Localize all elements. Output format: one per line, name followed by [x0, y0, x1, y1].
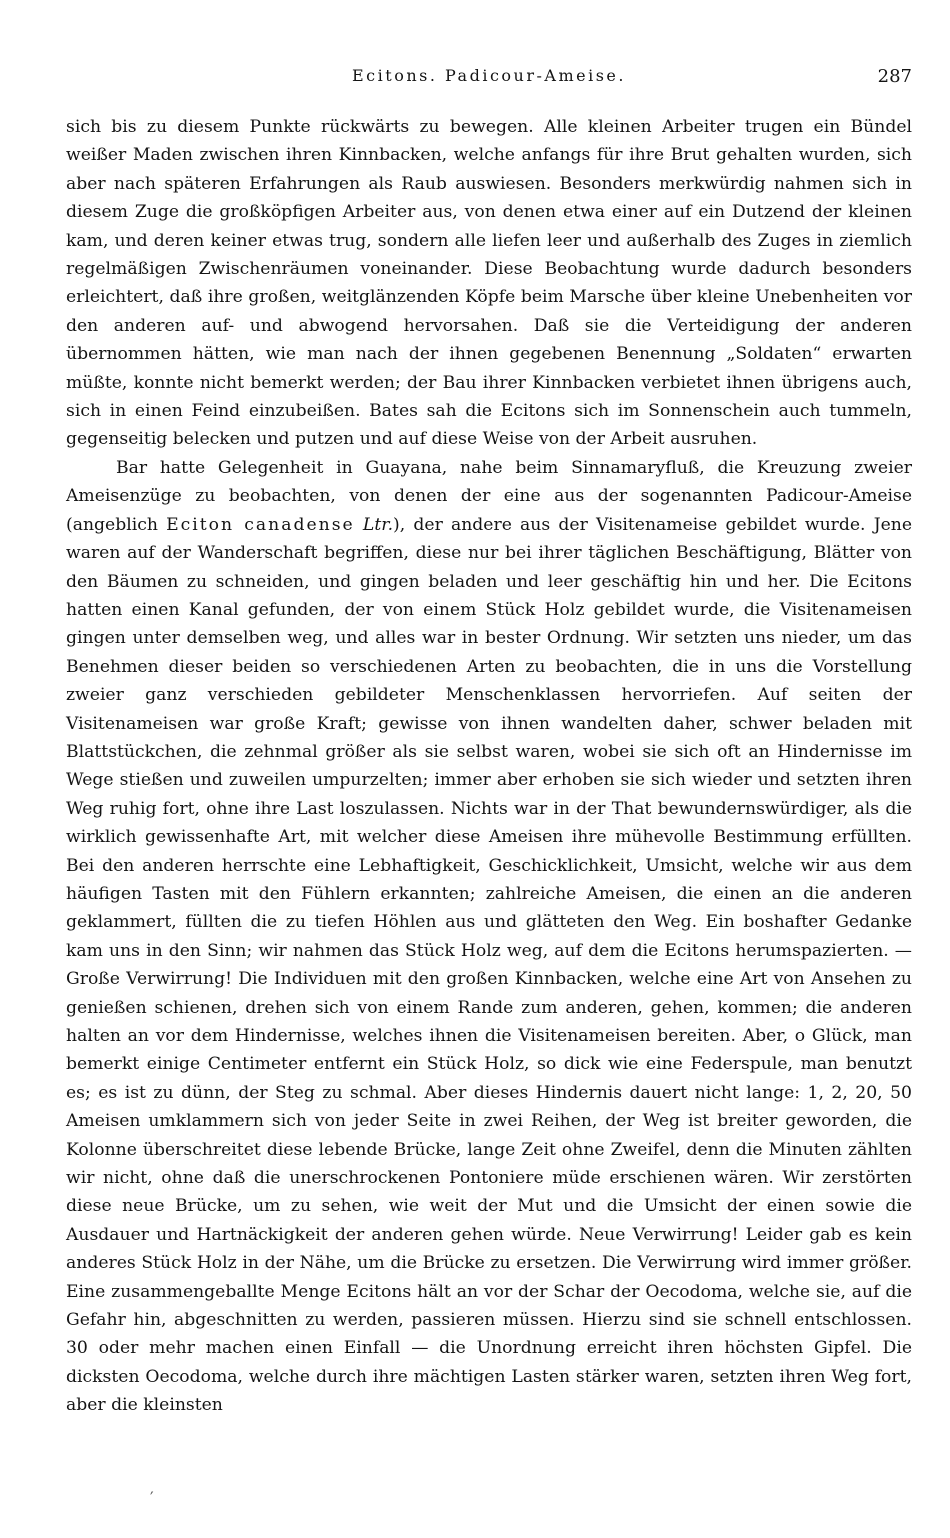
- chapter-title: Ecitons. Padicour-Ameise.: [352, 66, 626, 85]
- paragraph-2-start: Bar hatte Gelegenheit in Guayana, nahe beim Sinnamaryfluß, die Kreuzung zweier Ameisenzüge zu beobachten, von denen der eine aus der sogenannten Padicour-Ameise (angeblich: [66, 457, 912, 535]
- species-name: Eciton canadense: [166, 514, 355, 535]
- paragraph-1: sich bis zu diesem Punkte rückwärts zu bewegen. Alle kleinen Arbeiter trugen ein Bündel weißer Maden zwischen ihren Kinnbacken, welche anfangs für ihre Brut gehalten wurden, sich aber nach späteren Erfahrungen als Raub auswiesen. Besonders merkwürdig nahmen sich in diesem Zuge die großköpfigen Arbeiter aus, von denen etwa einer auf ein Dutzend der kleinen kam, und deren keiner etwas trug, sondern alle liefen leer und außerhalb des Zuges in ziemlich regelmäßigen Zwischenräumen voneinander. Diese Beobachtung wurde dadurch besonders erleichtert, daß ihre großen, weitglänzenden Köpfe beim Marsche über kleine Unebenheiten vor den anderen auf- und abwogend hervorsahen. Daß sie die Verteidigung der anderen übernommen hätten, wie man nach der ihnen gegebenen Benennung „Soldaten“ erwarten müßte, konnte nicht bemerkt werden; der Bau ihrer Kinnbacken verbietet ihnen übrigens auch, sich in einen Feind einzubeißen. Bates sah die Ecitons sich im Sonnenschein auch tummeln, gegenseitig belecken und putzen und auf diese Weise von der Arbeit ausruhen.: [66, 117, 912, 450]
- species-author: Ltr.: [362, 514, 394, 535]
- paragraph-2-rest: ), der andere aus der Visitenameise gebildet wurde. Jene waren auf der Wanderschaft begriffen, diese nur bei ihrer täglichen Beschäftigung, Blätter von den Bäumen zu schneiden, und gingen beladen und leer geschäftig hin und her. Die Ecitons hatten einen Kanal gefunden, der von einem Stück Holz gebildet wurde, die Visitenameisen gingen unter demselben weg, und alles war in bester Ordnung. Wir setzten uns nieder, um das Benehmen dieser beiden so verschiedenen Arten zu beobachten, die in uns die Vorstellung zweier ganz verschieden gebildeter Menschenklassen hervorriefen. Auf seiten der Visitenameisen war große Kraft; gewisse von ihnen wandelten daher, schwer beladen mit Blattstückchen, die zehnmal größer als sie selbst waren, wobei sie sich oft an Hindernisse im Wege stießen und zuweilen umpurzelten; immer aber erhoben sie sich wieder und setzten ihren Weg ruhig fort, ohne ihre Last loszulassen. Nichts war in der That bewundernswürdiger, als die wirklich gewissenhafte Art, mit welcher diese Ameisen ihre mühevolle Bestimmung erfüllten. Bei den anderen herrschte eine Lebhaftigkeit, Geschicklichkeit, Umsicht, welche wir aus dem häufigen Tasten mit den Fühlern erkannten; zahlreiche Ameisen, die einen an die anderen geklammert, füllten die zu tiefen Höhlen aus und glätteten den Weg. Ein boshafter Gedanke kam uns in den Sinn; wir nahmen das Stück Holz weg, auf dem die Ecitons herumspazierten. — Große Verwirrung! Die Individuen mit den großen Kinnbacken, welche eine Art von Ansehen zu genießen schienen, drehen sich von einem Rande zum anderen, gehen, kommen; die anderen halten an vor dem Hindernisse, welches ihnen die Visitenameisen bereiten. Aber, o Glück, man bemerkt einige Centimeter entfernt ein Stück Holz, so dick wie eine Federspule, man benutzt es; es ist zu dünn, der Steg zu schmal. Aber dieses Hindernis dauert nicht lange: 1, 2, 20, 50 Ameisen umklammern sich von jeder Seite in zwei Reihen, der Weg ist breiter geworden, die Kolonne überschreitet diese lebende Brücke, lange Zeit ohne Zweifel, denn die Minuten zählten wir nicht, ohne daß die unerschrockenen Pontoniere müde erschienen wären. Wir zerstörten diese neue Brücke, um zu sehen, wie weit der Mut und die Umsicht der einen sowie die Ausdauer und Hartnäckigkeit der anderen gehen würde. Neue Verwirrung! Leider gab es kein anderes Stück Holz in der Nähe, um die Brücke zu ersetzen. Die Verwirrung wird immer größer. Eine zusammengeballte Menge Ecitons hält an vor der Schar der Oecodoma, welche sie, auf die Gefahr hin, abgeschnitten zu werden, passieren müssen. Hierzu sind sie schnell entschlossen. 30 oder mehr machen einen Einfall — die Unordnung erreicht ihren höchsten Gipfel. Die dicksten Oecodoma, welche durch ihre mächtigen Lasten stärker waren, setzten ihren Weg fort, aber die kleinsten: [66, 514, 913, 1416]
- body-text: [66, 113, 912, 1420]
- stray-mark: ′: [150, 1488, 154, 1507]
- running-head: [66, 66, 912, 92]
- page-number: 287: [877, 66, 912, 87]
- paragraph-2: [66, 454, 912, 1420]
